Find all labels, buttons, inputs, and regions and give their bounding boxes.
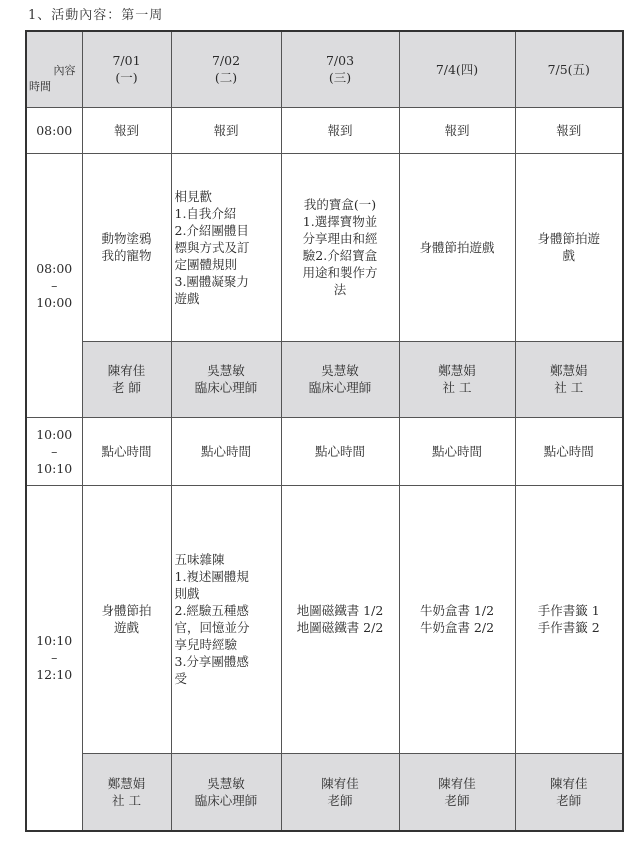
- day-header-5: [515, 31, 623, 107]
- time-cell-1000-1010: [26, 417, 82, 485]
- time-end: 12:10: [36, 667, 73, 683]
- day-date: 7/03: [325, 53, 355, 69]
- day-date: 7/5(五): [547, 61, 590, 77]
- day-date: 7/4(四): [435, 61, 479, 77]
- day-header-3: [281, 31, 399, 107]
- morning-activity-row: [26, 153, 623, 341]
- day-date: 7/02: [211, 53, 241, 69]
- activity-cell: 身體節拍 遊戲: [82, 485, 171, 753]
- time-dash: –: [51, 277, 58, 293]
- corner-content-label: 內容: [53, 64, 76, 77]
- checkin-cell: 報到: [171, 107, 281, 153]
- leader-cell: 陳宥佳 老 師: [82, 341, 171, 417]
- time-cell-1010-1210: [26, 485, 82, 831]
- day-header-2: [171, 31, 281, 107]
- weekly-schedule-table: [25, 30, 624, 832]
- activity-cell: 動物塗鴉 我的寵物: [82, 153, 171, 341]
- checkin-cell: 報到: [281, 107, 399, 153]
- leader-cell: 陳宥佳 老師: [515, 753, 623, 831]
- checkin-cell: 報到: [82, 107, 171, 153]
- activity-cell: 身體節拍遊戲: [399, 153, 515, 341]
- header-row: [26, 31, 623, 107]
- snack-cell: 點心時間: [171, 417, 281, 485]
- time-start: 10:10: [36, 633, 73, 649]
- leader-cell: 鄭慧娟 社 工: [82, 753, 171, 831]
- activity-cell: 手作書籤 1 手作書籤 2: [515, 485, 623, 753]
- late-leader-row: [26, 753, 623, 831]
- leader-cell: 吳慧敏 臨床心理師: [171, 753, 281, 831]
- section-heading: 1、活動內容：第一周: [28, 8, 164, 23]
- checkin-cell: 報到: [399, 107, 515, 153]
- activity-cell: 五味雜陳 1.複述團體規 則戲 2.經驗五種感 官，回憶並分 享兒時經驗 3.分享團體感 受: [171, 485, 281, 753]
- late-activity-row: [26, 485, 623, 753]
- time-cell-0800: 08:00: [26, 107, 82, 153]
- corner-header-cell: [26, 31, 82, 107]
- day-header-4: [399, 31, 515, 107]
- leader-cell: 鄭慧娟 社 工: [515, 341, 623, 417]
- snack-row: [26, 417, 623, 485]
- time-end: 10:00: [36, 294, 73, 310]
- snack-cell: 點心時間: [399, 417, 515, 485]
- time-dash: –: [51, 650, 58, 666]
- time-start: 08:00: [36, 260, 73, 276]
- corner-time-label: 時間: [29, 80, 51, 93]
- checkin-row: [26, 107, 623, 153]
- snack-cell: 點心時間: [82, 417, 171, 485]
- time-start: 10:00: [36, 426, 73, 442]
- activity-cell: 相見歡 1.自我介紹 2.介紹團體目 標與方式及訂 定團體規則 3.團體凝聚力 遊戲: [171, 153, 281, 341]
- checkin-cell: 報到: [515, 107, 623, 153]
- snack-cell: 點心時間: [515, 417, 623, 485]
- leader-cell: 吳慧敏 臨床心理師: [171, 341, 281, 417]
- day-weekday: (二): [214, 70, 238, 86]
- time-cell-0800-1000: [26, 153, 82, 417]
- leader-cell: 陳宥佳 老師: [281, 753, 399, 831]
- activity-cell: 牛奶盒書 1/2 牛奶盒書 2/2: [399, 485, 515, 753]
- leader-cell: 陳宥佳 老師: [399, 753, 515, 831]
- leader-cell: 吳慧敏 臨床心理師: [281, 341, 399, 417]
- leader-cell: 鄭慧娟 社 工: [399, 341, 515, 417]
- activity-cell: 地圖磁鐵書 1/2 地圖磁鐵書 2/2: [281, 485, 399, 753]
- time-dash: –: [51, 443, 58, 459]
- day-header-1: [82, 31, 171, 107]
- day-date: 7/01: [112, 53, 141, 69]
- morning-leader-row: [26, 341, 623, 417]
- day-weekday: (三): [328, 70, 352, 86]
- snack-cell: 點心時間: [281, 417, 399, 485]
- activity-cell: 我的寶盒(一) 1.選擇寶物並 分享理由和經 驗2.介紹寶盒 用途和製作方 法: [281, 153, 399, 341]
- time-end: 10:10: [36, 460, 73, 476]
- activity-cell: 身體節拍遊 戲: [515, 153, 623, 341]
- day-weekday: (一): [115, 70, 138, 86]
